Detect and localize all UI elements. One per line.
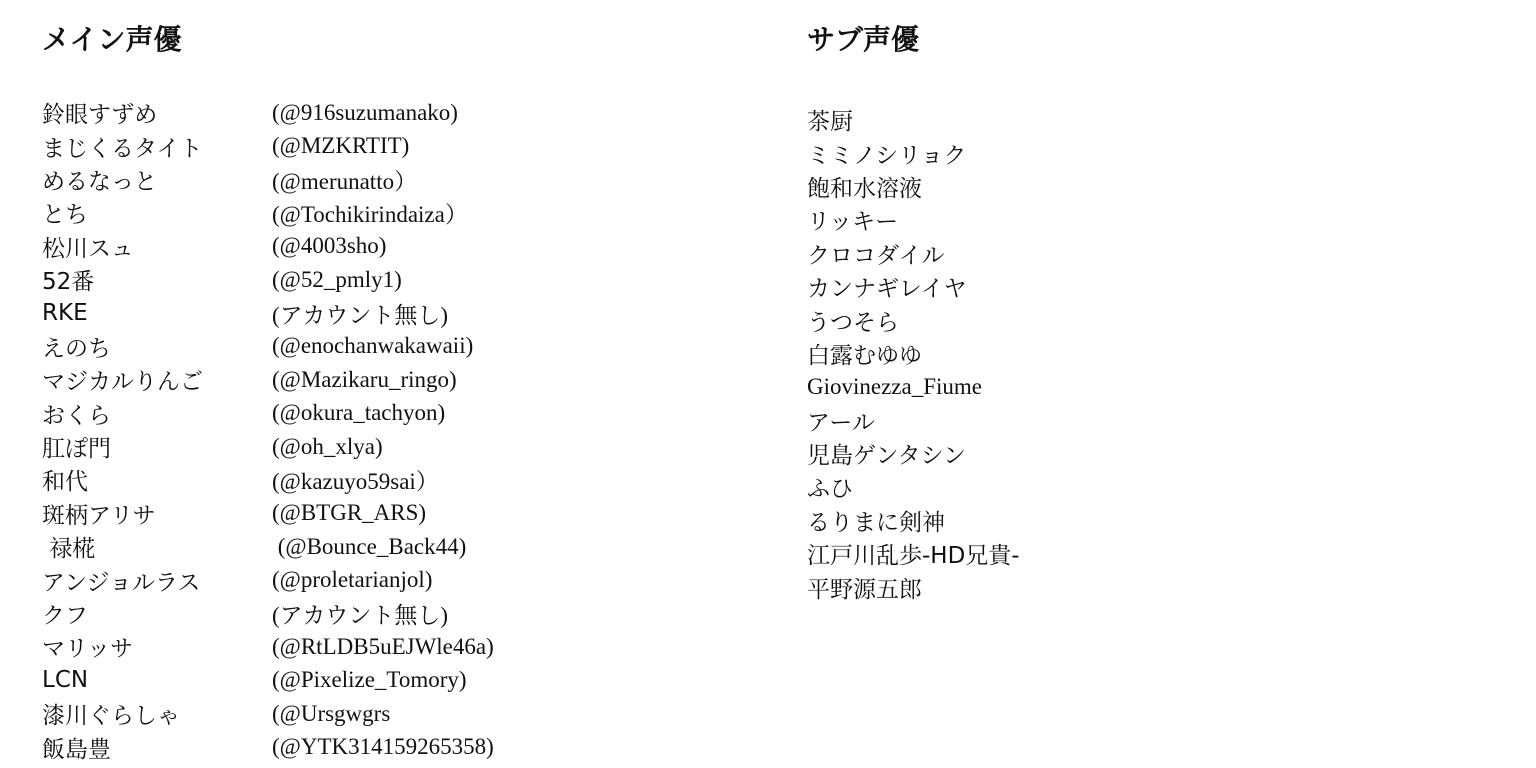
list-item: カンナギレイヤ	[807, 276, 967, 303]
cast-handle: (@okura_tachyon)	[272, 400, 446, 426]
cast-name: 飯島豊	[42, 736, 111, 763]
cast-handle: (@merunatto）	[272, 168, 418, 194]
cast-handle: (@YTK314159265358)	[272, 734, 494, 760]
list-item: Giovinezza_Fiume	[807, 373, 983, 399]
cast-name: まじくるタイト	[42, 135, 203, 162]
list-item	[42, 730, 742, 763]
cast-name: えのち	[42, 335, 111, 362]
list-item	[42, 263, 742, 296]
cast-name: 漆川ぐらしゃ	[42, 703, 180, 730]
list-item: るりまに剣神	[807, 509, 945, 536]
list-item: リッキー	[807, 209, 899, 236]
cast-handle: (アカウント無し)	[272, 603, 449, 629]
list-item: ふひ	[807, 476, 853, 503]
cast-handle: (@Ursgwgrs	[272, 700, 391, 726]
cast-name: とち	[42, 202, 88, 229]
list-item: 飽和水溶液	[807, 175, 922, 202]
list-item	[42, 430, 742, 463]
list-item	[42, 196, 742, 229]
list-item: うつそら	[807, 309, 899, 336]
cast-name: めるなっと	[42, 168, 157, 195]
cast-handle: (@RtLDB5uEJWle46a)	[272, 633, 494, 659]
cast-handle: (@Tochikirindaiza）	[272, 202, 468, 228]
cast-handle: (@oh_xlya)	[272, 433, 383, 459]
cast-handle: (@Bounce_Back44)	[272, 533, 467, 559]
cast-name: おくら	[42, 402, 111, 429]
list-item	[42, 563, 742, 596]
cast-handle: (@MZKRTIT)	[272, 133, 410, 159]
list-item	[42, 230, 742, 263]
cast-name: アンジョルラス	[42, 569, 201, 596]
list-item: 児島ゲンタシン	[807, 443, 967, 470]
cast-handle: (@916suzumanako)	[272, 99, 458, 125]
cast-name: 鈴眼すずめ	[42, 102, 158, 129]
main-cast-heading: メイン声優	[42, 23, 182, 56]
list-item: 茶厨	[807, 109, 853, 136]
list-item	[42, 363, 742, 396]
list-item	[42, 296, 742, 329]
cast-handle: (@Pixelize_Tomory)	[272, 667, 467, 693]
list-item	[42, 96, 742, 129]
cast-name: クフ	[42, 603, 88, 630]
list-item: 白露むゆゆ	[807, 342, 922, 369]
list-item	[42, 463, 742, 496]
list-item	[42, 330, 742, 363]
cast-handle: (@kazuyo59sai）	[272, 469, 439, 495]
cast-handle: (@52_pmly1)	[272, 266, 402, 292]
cast-name: 禄椛	[42, 536, 96, 563]
cast-handle: (@Mazikaru_ringo)	[272, 366, 457, 392]
list-item: クロコダイル	[807, 242, 945, 269]
sub-cast-heading: サブ声優	[807, 23, 920, 56]
cast-name: 52番	[42, 269, 95, 296]
list-item: ミミノシリョク	[807, 142, 967, 169]
list-item	[42, 697, 742, 730]
cast-name: RKE	[42, 300, 88, 327]
cast-handle: (アカウント無し)	[272, 302, 449, 328]
list-item	[42, 163, 742, 196]
cast-name: 松川スュ	[42, 235, 134, 262]
cast-handle: (@enochanwakawaii)	[272, 333, 474, 359]
main-cast-list	[42, 96, 742, 764]
cast-name: マジカルりんご	[42, 369, 203, 396]
list-item: アール	[807, 409, 875, 436]
cast-name: マリッサ	[42, 636, 134, 663]
list-item	[42, 397, 742, 430]
cast-name: 肛ぽ門	[42, 436, 111, 463]
list-item	[42, 630, 742, 663]
cast-name: 斑柄アリサ	[42, 502, 156, 529]
list-item	[42, 597, 742, 630]
cast-handle: (@4003sho)	[272, 233, 387, 259]
sub-cast-list	[807, 103, 1407, 604]
cast-name: LCN	[42, 667, 89, 694]
cast-handle: (@proletarianjol)	[272, 567, 433, 593]
cast-name: 和代	[42, 469, 88, 496]
list-item	[42, 497, 742, 530]
list-item	[42, 129, 742, 162]
list-item	[42, 530, 742, 563]
list-item: 平野源五郎	[807, 576, 922, 603]
list-item: 江戸川乱歩-HD兄貴-	[807, 543, 1020, 570]
cast-handle: (@BTGR_ARS)	[272, 500, 427, 526]
list-item	[42, 664, 742, 697]
